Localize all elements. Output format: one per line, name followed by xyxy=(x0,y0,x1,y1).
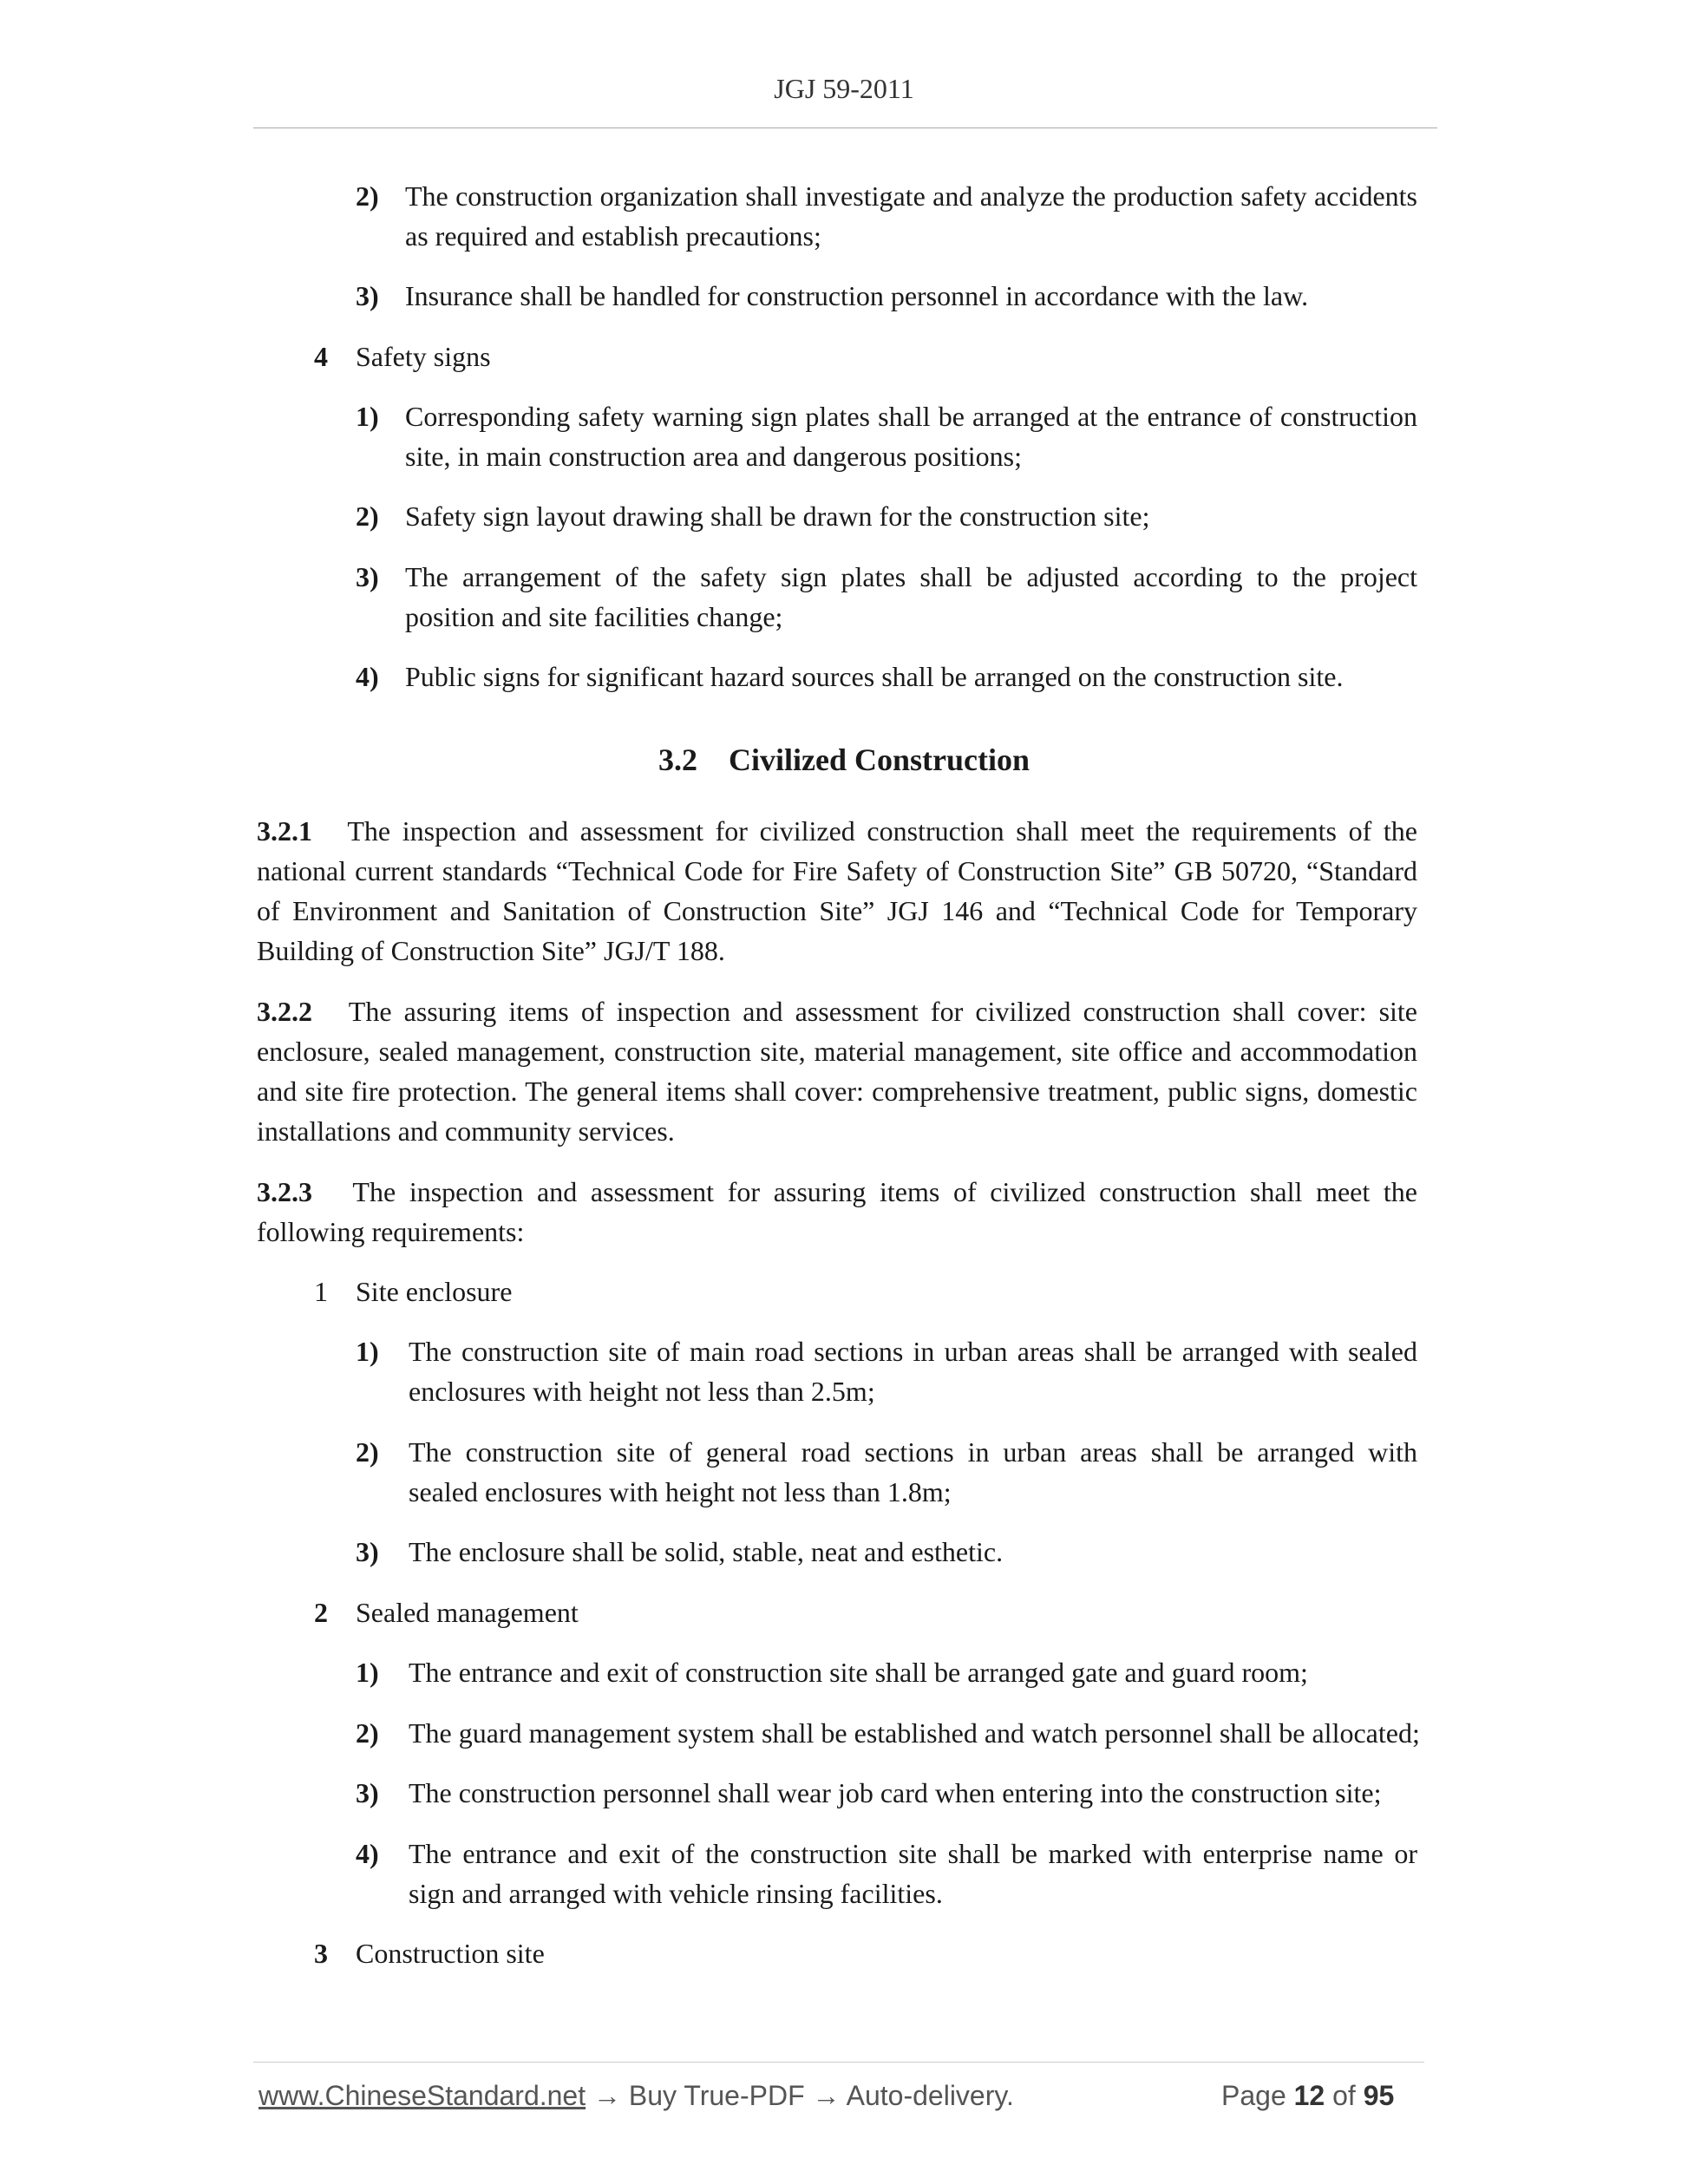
clause-3-2-1-line xyxy=(257,811,1417,851)
list-number: 2) xyxy=(356,180,379,212)
clause-text: The inspection and assessment for civilized construction shall meet the requirements of the xyxy=(347,815,1418,847)
page-indicator xyxy=(1221,2080,1394,2112)
item-label: Safety signs xyxy=(356,341,491,372)
clause-3-2-2-line: and site fire protection. The general items shall cover: comprehensive treatment, public signs, domestic xyxy=(257,1076,1417,1107)
clause-3-2-3-line: following requirements: xyxy=(257,1216,525,1247)
list-item-line: sealed enclosures with height not less than 1.8m; xyxy=(409,1476,952,1507)
clause-number: 3.2.1 xyxy=(257,815,312,847)
clause-3-2-3-line xyxy=(257,1172,1417,1212)
item-label: Construction site xyxy=(356,1938,545,1969)
item-label: Sealed management xyxy=(356,1597,579,1628)
list-item-line: The entrance and exit of the construction site shall be marked with enterprise name or xyxy=(409,1838,1417,1869)
list-number: 4) xyxy=(356,1838,379,1869)
item-number: 2 xyxy=(314,1597,328,1628)
list-number: 1) xyxy=(356,1336,379,1367)
list-item-line: Public signs for significant hazard sources shall be arranged on the construction site. xyxy=(405,661,1344,692)
list-item-line: Insurance shall be handled for construction personnel in accordance with the law. xyxy=(405,280,1309,311)
list-number: 4) xyxy=(356,661,379,692)
list-item-line: The construction organization shall investigate and analyze the production safety accidents xyxy=(405,180,1417,212)
item-number: 1 xyxy=(314,1276,328,1307)
buy-pdf-link[interactable]: Buy True-PDF xyxy=(628,2080,805,2111)
list-item-line: sign and arranged with vehicle rinsing facilities. xyxy=(409,1878,943,1909)
list-item-line: The enclosure shall be solid, stable, neat and esthetic. xyxy=(409,1536,1004,1567)
page-number: 12 xyxy=(1293,2080,1325,2111)
arrow-icon: → xyxy=(812,2080,841,2111)
clause-3-2-2-line: installations and community services. xyxy=(257,1115,675,1147)
list-number: 1) xyxy=(356,401,379,432)
list-item-line: The guard management system shall be established and watch personnel shall be allocated; xyxy=(409,1717,1420,1749)
clause-number: 3.2.2 xyxy=(257,996,312,1027)
section-title-text: Civilized Construction xyxy=(729,742,1030,777)
page-total: 95 xyxy=(1363,2080,1395,2111)
footer-links xyxy=(258,2080,1014,2112)
list-number: 3) xyxy=(356,1777,379,1808)
clause-3-2-1-line: of Environment and Sanitation of Construction Site” JGJ 146 and “Technical Code for Temporary xyxy=(257,895,1417,926)
list-item-line: Corresponding safety warning sign plates shall be arranged at the entrance of construction xyxy=(405,401,1417,432)
list-item-line: The construction site of main road sections in urban areas shall be arranged with sealed xyxy=(409,1336,1417,1367)
clause-3-2-2-line: enclosure, sealed management, construction site, material management, site office and accommodation xyxy=(257,1036,1417,1067)
arrow-icon: → xyxy=(593,2080,621,2111)
list-item-line: The construction personnel shall wear job card when entering into the construction site; xyxy=(409,1777,1382,1808)
list-item-line: position and site facilities change; xyxy=(405,601,783,632)
list-number: 2) xyxy=(356,1717,379,1749)
item-number: 4 xyxy=(314,341,328,372)
list-number: 2) xyxy=(356,1436,379,1468)
list-item-line: Safety sign layout drawing shall be drawn for the construction site; xyxy=(405,500,1150,532)
section-number: 3.2 xyxy=(658,742,697,777)
list-item-line: as required and establish precautions; xyxy=(405,220,821,252)
list-item-line: enclosures with height not less than 2.5m; xyxy=(409,1376,875,1407)
list-number: 2) xyxy=(356,500,379,532)
page-label: Page xyxy=(1221,2080,1286,2111)
auto-delivery-text: Auto-delivery. xyxy=(846,2080,1014,2111)
item-label: Site enclosure xyxy=(356,1276,513,1307)
list-number: 1) xyxy=(356,1657,379,1688)
clause-3-2-1-line: national current standards “Technical Code for Fire Safety of Construction Site” GB 50720, “Standard xyxy=(257,855,1417,886)
list-item-line: The construction site of general road sections in urban areas shall be arranged with xyxy=(409,1436,1417,1468)
header-title: JGJ 59-2011 xyxy=(774,73,914,104)
clause-3-2-2-line xyxy=(257,991,1417,1031)
clause-3-2-1-line: Building of Construction Site” JGJ/T 188. xyxy=(257,935,725,966)
item-number: 3 xyxy=(314,1938,328,1969)
list-item-line: The entrance and exit of construction site shall be arranged gate and guard room; xyxy=(409,1657,1308,1688)
list-number: 3) xyxy=(356,1536,379,1567)
site-link[interactable]: www.ChineseStandard.net xyxy=(258,2080,586,2111)
clause-text: The inspection and assessment for assuring items of civilized construction shall meet the xyxy=(352,1176,1418,1207)
clause-number: 3.2.3 xyxy=(257,1176,312,1207)
list-number: 3) xyxy=(356,561,379,592)
clause-text: The assuring items of inspection and assessment for civilized construction shall cover: site xyxy=(348,996,1418,1027)
footer-divider xyxy=(253,2062,1424,2063)
list-number: 3) xyxy=(356,280,379,311)
of-label: of xyxy=(1332,2080,1356,2111)
list-item-line: The arrangement of the safety sign plates shall be adjusted according to the project xyxy=(405,561,1417,592)
list-item-line: site, in main construction area and dangerous positions; xyxy=(405,441,1022,472)
section-heading xyxy=(0,742,1688,778)
